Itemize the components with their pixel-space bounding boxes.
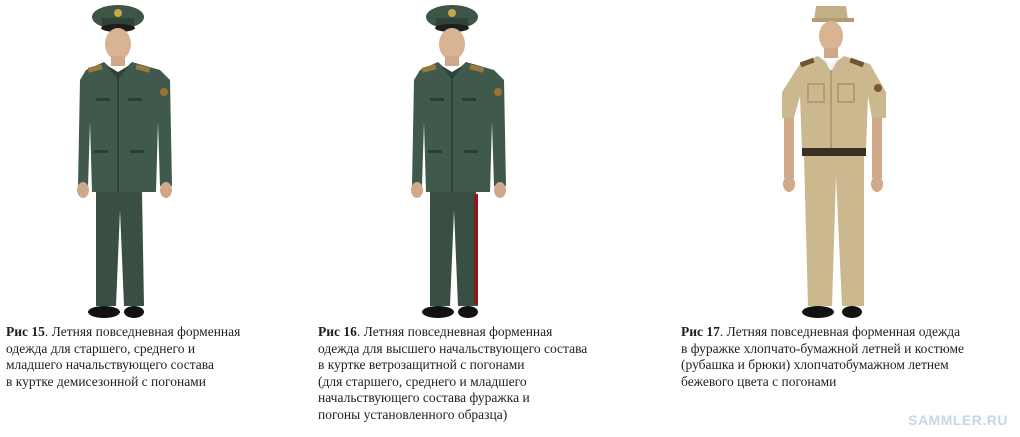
sleeve-patch-icon bbox=[874, 84, 882, 92]
caption-line: погоны установленного образца) bbox=[318, 406, 508, 422]
caption-line: в куртке демисезонной с погонами bbox=[6, 373, 206, 389]
caption-lead: Рис 15 bbox=[6, 324, 45, 339]
belt bbox=[802, 148, 866, 156]
caption-line: (для старшего, среднего и младшего bbox=[318, 373, 527, 389]
field-cap bbox=[814, 6, 848, 20]
trouser-stripe bbox=[474, 194, 478, 304]
caption-lead: Рис 17 bbox=[681, 324, 720, 339]
caption-figure-16 bbox=[318, 324, 648, 423]
trousers bbox=[96, 192, 144, 306]
caption-line: одежда для старшего, среднего и bbox=[6, 340, 196, 356]
cap-badge-icon bbox=[114, 9, 122, 17]
caption-line: начальствующего состава фуражка и bbox=[318, 390, 530, 405]
sleeve-patch-icon bbox=[494, 88, 502, 96]
caption-figure-15 bbox=[6, 324, 306, 390]
trousers bbox=[430, 192, 478, 306]
caption-line: . Летняя повседневная форменная bbox=[356, 324, 553, 339]
jacket bbox=[78, 62, 172, 192]
caption-figure-17 bbox=[681, 324, 1011, 390]
caption-line: младшего начальствующего состава bbox=[6, 357, 214, 372]
watermark: SAMMLER.RU bbox=[908, 412, 1008, 428]
caption-line: . Летняя повседневная форменная bbox=[44, 324, 241, 339]
caption-line: одежда для высшего начальствующего состава bbox=[318, 340, 588, 356]
caption-line: (рубашка и брюки) хлопчатобумажном летнем bbox=[681, 357, 949, 372]
uniform-illustration-1 bbox=[72, 0, 192, 330]
cap-badge-icon bbox=[448, 9, 456, 17]
caption-lead: Рис 16 bbox=[318, 324, 357, 339]
sleeve-patch-icon bbox=[160, 88, 168, 96]
uniform-illustration-3 bbox=[782, 0, 902, 330]
jacket bbox=[412, 62, 506, 192]
caption-line: в куртке ветрозащитной с погонами bbox=[318, 357, 525, 372]
caption-line: бежевого цвета с погонами bbox=[681, 373, 837, 389]
caption-line: . Летняя повседневная форменная одежда bbox=[719, 324, 961, 339]
shirt bbox=[782, 56, 886, 150]
uniform-illustration-2 bbox=[406, 0, 526, 330]
trousers bbox=[804, 156, 864, 306]
caption-line: в фуражке хлопчато-бумажной летней и костюме bbox=[681, 340, 965, 356]
